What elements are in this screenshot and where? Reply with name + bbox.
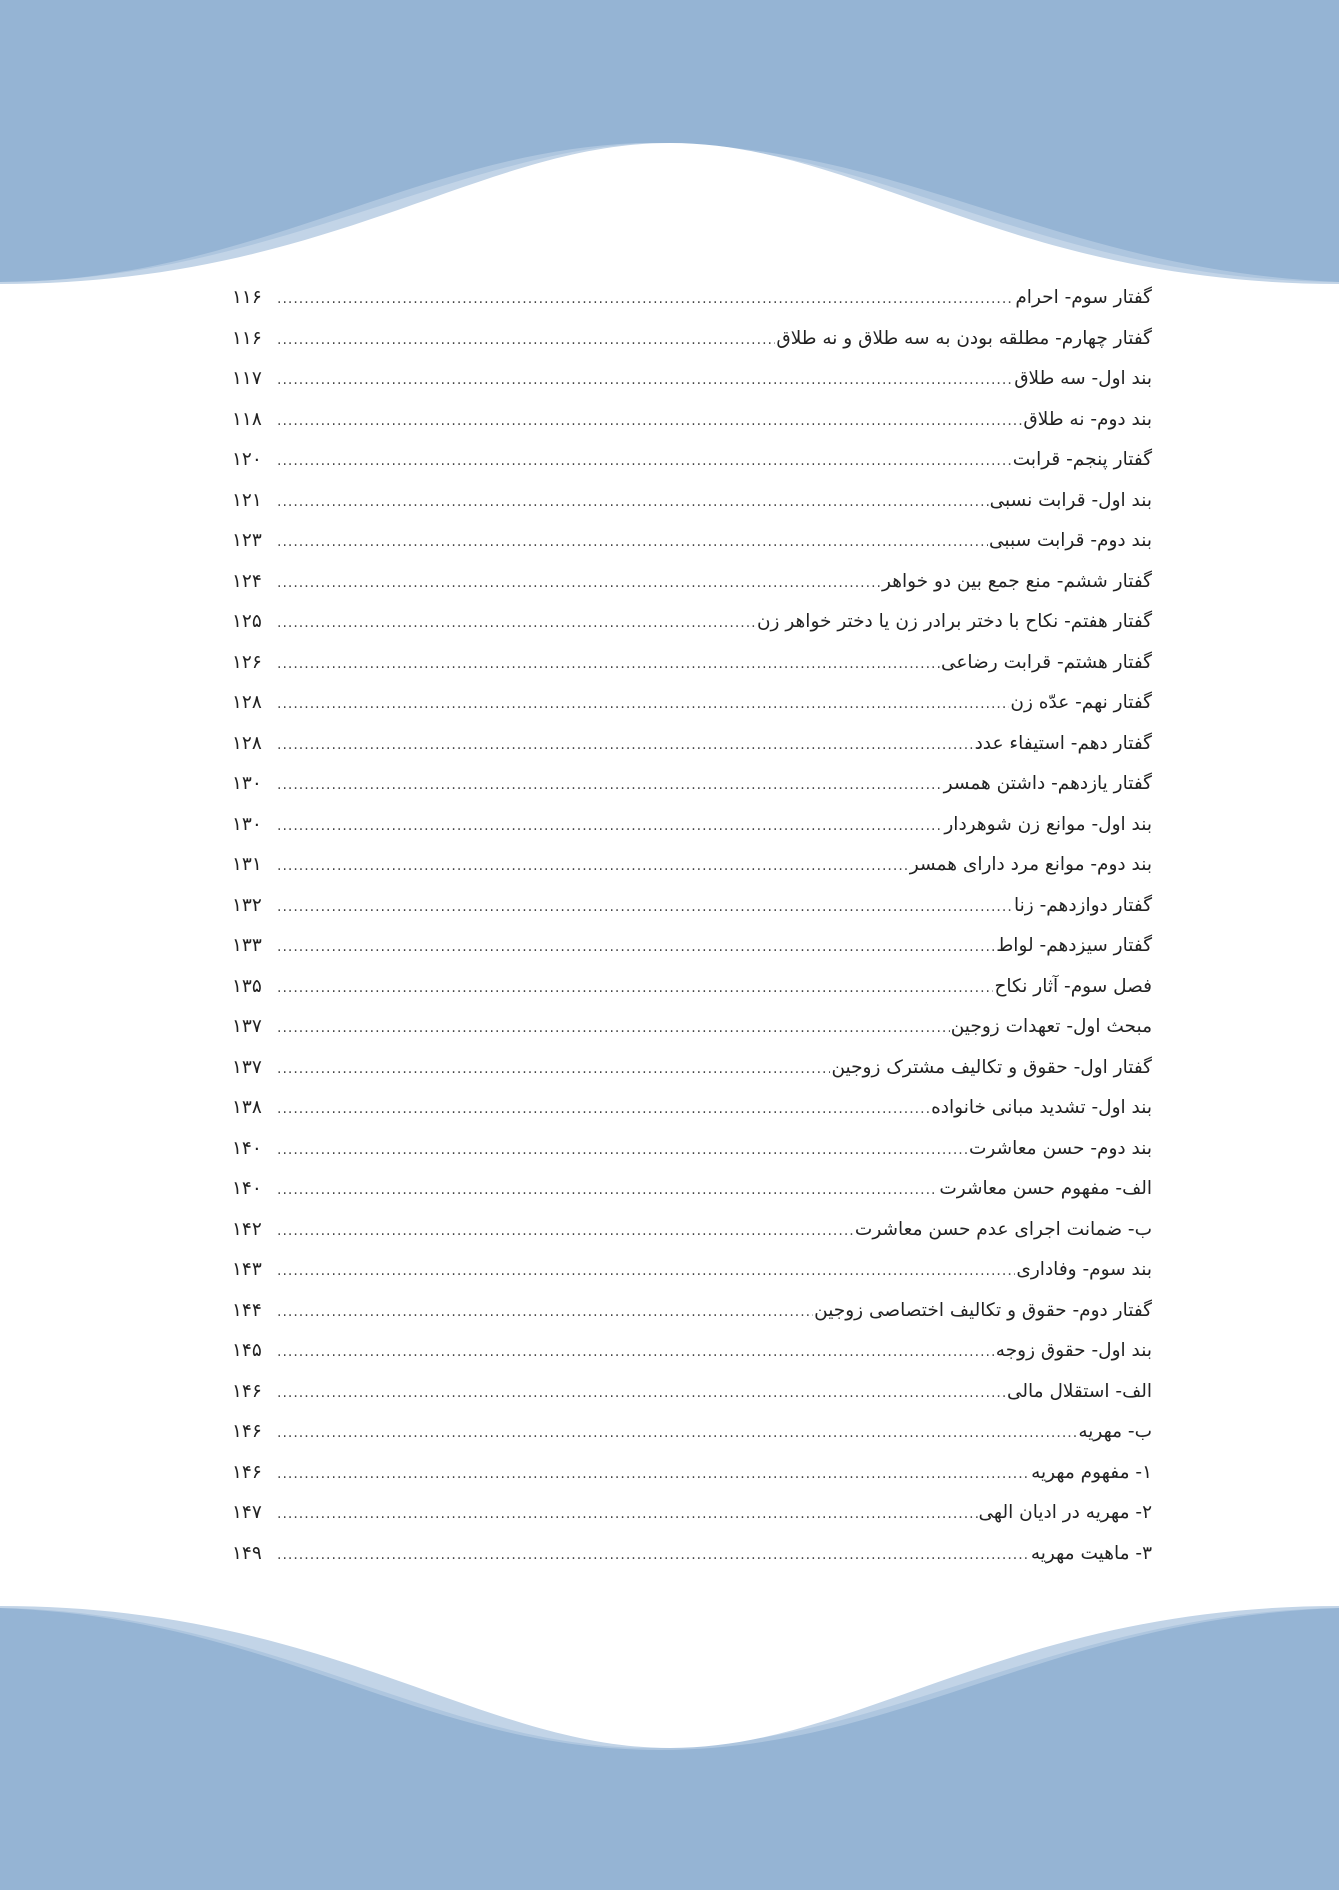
toc-entry-page-number: ۱۲۶: [232, 651, 262, 673]
dot-leader: [277, 644, 940, 685]
dot-leader: [277, 1292, 813, 1333]
footer-wave-decoration: [0, 1598, 1339, 1890]
toc-entry-page-number: ۱۴۶: [232, 1421, 262, 1442]
dot-leader: [277, 401, 1022, 442]
toc-entry[interactable]: [232, 1493, 1152, 1534]
toc-entry-title: گفتار سیزدهم- لواط: [996, 935, 1152, 956]
toc-entry-page-number: ۱۱۸: [232, 408, 262, 430]
toc-entry[interactable]: [232, 359, 1152, 400]
toc-entry-title: ۳- ماهیت مهریه: [1030, 1542, 1152, 1564]
dot-leader: [277, 1535, 1030, 1576]
dot-leader: [277, 684, 1009, 725]
dot-leader: [277, 927, 995, 968]
toc-entry-title: بند دوم- موانع مرد دارای همسر: [909, 854, 1152, 875]
toc-entry[interactable]: [232, 967, 1152, 1008]
toc-entry[interactable]: [232, 886, 1152, 927]
toc-entry-title: گفتار چهارم- مطلقه بودن به سه طلاق و نه طلاق: [776, 327, 1152, 349]
toc-entry-title: بند اول- حقوق زوجه: [995, 1340, 1152, 1361]
toc-entry-page-number: ۱۳۰: [232, 813, 262, 835]
toc-entry-title: گفتار سوم- احرام: [1015, 287, 1152, 308]
toc-entry-title: ۱- مفهوم مهریه: [1031, 1461, 1152, 1483]
toc-entry-title: بند دوم- نه طلاق: [1023, 408, 1152, 430]
toc-entry[interactable]: [232, 683, 1152, 724]
toc-entry-title: گفتار هشتم- قرابت رضاعی: [940, 651, 1152, 673]
toc-entry-title: گفتار اول- حقوق و تکالیف مشترک زوجین: [831, 1056, 1152, 1078]
dot-leader: [277, 1373, 1006, 1414]
toc-entry[interactable]: [232, 1331, 1152, 1372]
toc-entry[interactable]: [232, 400, 1152, 441]
toc-entry[interactable]: [232, 1088, 1152, 1129]
toc-entry-title: گفتار پنجم- قرابت: [1012, 449, 1152, 470]
dot-leader: [277, 887, 1013, 928]
table-of-contents: [232, 278, 1152, 1574]
toc-entry-page-number: ۱۴۴: [232, 1299, 262, 1321]
dot-leader: [277, 968, 993, 1009]
toc-entry-title: گفتار یازدهم- داشتن همسر: [943, 773, 1152, 794]
toc-entry-title: الف- مفهوم حسن معاشرت: [939, 1178, 1152, 1199]
toc-entry-page-number: ۱۴۹: [232, 1542, 262, 1564]
toc-entry-page-number: ۱۱۶: [232, 287, 262, 308]
dot-leader: [277, 522, 988, 563]
dot-leader: [277, 806, 943, 847]
toc-entry-page-number: ۱۱۷: [232, 368, 262, 389]
toc-entry-title: گفتار دهم- استیفاء عدد: [974, 732, 1152, 754]
toc-entry[interactable]: [232, 1372, 1152, 1413]
toc-entry[interactable]: [232, 1250, 1152, 1291]
toc-entry-title: گفتار دوازدهم- زنا: [1013, 894, 1152, 916]
toc-entry-page-number: ۱۳۲: [232, 894, 262, 916]
toc-entry[interactable]: [232, 926, 1152, 967]
toc-entry-page-number: ۱۲۱: [232, 489, 262, 511]
toc-entry-title: بند اول- قرابت نسبی: [989, 489, 1152, 511]
toc-entry-page-number: ۱۴۲: [232, 1218, 262, 1240]
toc-entry-title: ۲- مهریه در ادیان الهی: [978, 1502, 1152, 1523]
toc-entry[interactable]: [232, 521, 1152, 562]
dot-leader: [277, 320, 775, 361]
dot-leader: [277, 1251, 1015, 1292]
toc-entry-title: بند دوم- قرابت سببی: [989, 530, 1152, 551]
toc-entry-page-number: ۱۲۸: [232, 732, 262, 754]
dot-leader: [277, 1413, 1077, 1454]
toc-entry[interactable]: [232, 1534, 1152, 1575]
toc-entry-page-number: ۱۳۷: [232, 1056, 262, 1078]
toc-entry-page-number: ۱۴۵: [232, 1340, 262, 1361]
toc-entry-page-number: ۱۲۴: [232, 570, 262, 592]
toc-entry-page-number: ۱۳۳: [232, 935, 262, 956]
dot-leader: [277, 603, 756, 644]
toc-entry-page-number: ۱۳۵: [232, 975, 262, 997]
dot-leader: [277, 1494, 978, 1535]
dot-leader: [277, 846, 909, 887]
toc-entry[interactable]: [232, 643, 1152, 684]
toc-entry-title: بند اول- سه طلاق: [1014, 368, 1152, 389]
toc-entry-page-number: ۱۳۸: [232, 1097, 262, 1118]
toc-entry[interactable]: [232, 1210, 1152, 1251]
dot-leader: [277, 1008, 950, 1049]
toc-entry-page-number: ۱۲۵: [232, 611, 262, 632]
toc-entry-page-number: ۱۲۸: [232, 692, 262, 713]
dot-leader: [277, 482, 989, 523]
dot-leader: [277, 279, 1014, 320]
toc-entry-page-number: ۱۴۰: [232, 1178, 262, 1199]
toc-entry[interactable]: [232, 724, 1152, 765]
toc-entry[interactable]: [232, 1412, 1152, 1453]
toc-entry-title: بند اول- موانع زن شوهردار: [944, 813, 1152, 835]
dot-leader: [277, 765, 943, 806]
toc-entry[interactable]: [232, 1169, 1152, 1210]
toc-entry-page-number: ۱۴۶: [232, 1461, 262, 1483]
toc-entry-page-number: ۱۴۷: [232, 1502, 262, 1523]
dot-leader: [277, 1089, 930, 1130]
toc-entry-title: بند دوم- حسن معاشرت: [968, 1137, 1152, 1159]
dot-leader: [277, 1332, 995, 1373]
toc-entry-page-number: ۱۳۷: [232, 1016, 262, 1037]
toc-entry-page-number: ۱۴۳: [232, 1259, 262, 1280]
toc-entry-page-number: ۱۲۰: [232, 449, 262, 470]
header-wave-decoration: [0, 0, 1339, 300]
dot-leader: [277, 441, 1012, 482]
dot-leader: [277, 1211, 854, 1252]
toc-entry[interactable]: [232, 602, 1152, 643]
toc-entry[interactable]: [232, 562, 1152, 603]
toc-entry-title: مبحث اول- تعهدات زوجین: [950, 1016, 1152, 1037]
toc-entry[interactable]: [232, 1453, 1152, 1494]
toc-entry-title: بند سوم- وفاداری: [1016, 1259, 1152, 1280]
toc-entry-page-number: ۱۳۱: [232, 854, 262, 875]
toc-entry[interactable]: [232, 440, 1152, 481]
dot-leader: [277, 725, 974, 766]
toc-entry-title: گفتار ششم- منع جمع بین دو خواهر: [882, 570, 1152, 592]
toc-entry[interactable]: [232, 764, 1152, 805]
dot-leader: [277, 1130, 968, 1171]
toc-entry[interactable]: [232, 1129, 1152, 1170]
toc-entry[interactable]: [232, 481, 1152, 522]
toc-entry[interactable]: [232, 1007, 1152, 1048]
toc-entry-title: ب- ضمانت اجرای عدم حسن معاشرت: [854, 1218, 1152, 1240]
toc-entry[interactable]: [232, 845, 1152, 886]
dot-leader: [277, 563, 881, 604]
toc-entry[interactable]: [232, 805, 1152, 846]
dot-leader: [277, 360, 1013, 401]
dot-leader: [277, 1049, 830, 1090]
toc-entry-title: گفتار دوم- حقوق و تکالیف اختصاصی زوجین: [814, 1299, 1152, 1321]
toc-entry-title: گفتار هفتم- نکاح با دختر برادر زن یا دختر خواهر زن: [756, 611, 1152, 632]
toc-entry-title: فصل سوم- آثار نکاح: [994, 975, 1152, 997]
toc-entry[interactable]: [232, 319, 1152, 360]
toc-entry-title: ب- مهریه: [1078, 1421, 1152, 1442]
dot-leader: [277, 1170, 938, 1211]
toc-entry-page-number: ۱۴۰: [232, 1137, 262, 1159]
dot-leader: [277, 1454, 1030, 1495]
toc-entry-page-number: ۱۴۶: [232, 1380, 262, 1402]
toc-entry-title: بند اول- تشدید مبانی خانواده: [931, 1097, 1152, 1118]
toc-entry-page-number: ۱۲۳: [232, 530, 262, 551]
toc-entry[interactable]: [232, 1048, 1152, 1089]
toc-entry[interactable]: [232, 1291, 1152, 1332]
toc-entry-page-number: ۱۱۶: [232, 327, 262, 349]
toc-entry-title: الف- استقلال مالی: [1006, 1380, 1152, 1402]
toc-entry-page-number: ۱۳۰: [232, 773, 262, 794]
toc-entry-title: گفتار نهم- عدّه زن: [1010, 692, 1152, 713]
toc-entry[interactable]: [232, 278, 1152, 319]
